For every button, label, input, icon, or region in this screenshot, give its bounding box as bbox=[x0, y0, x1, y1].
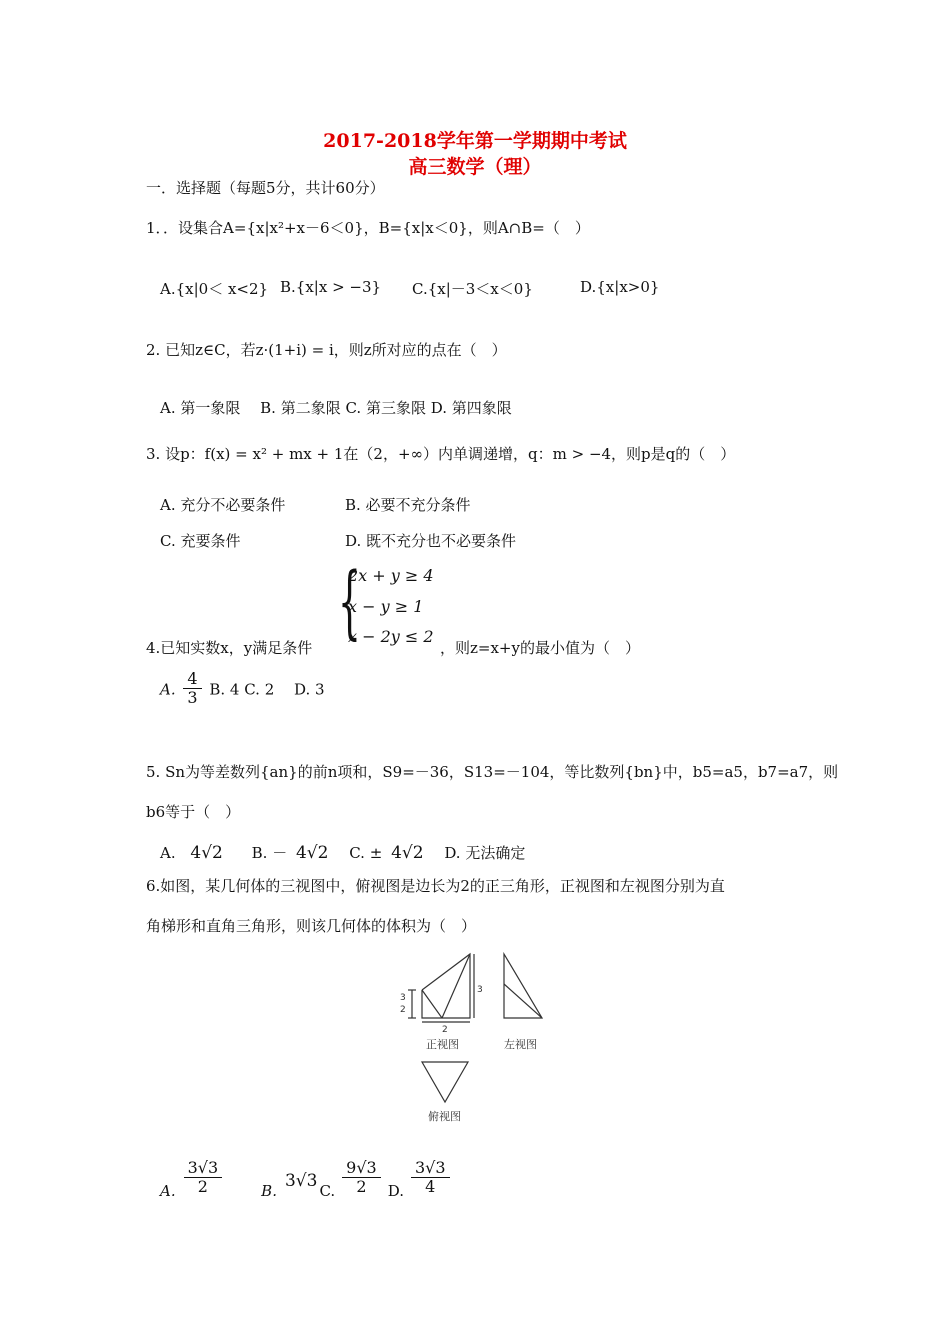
question-4-options bbox=[160, 669, 325, 707]
fraction-numerator: 3√3 bbox=[184, 1159, 223, 1178]
question-5-option-d: D. 无法确定 bbox=[444, 844, 526, 862]
section-heading: 一．选择题（每题5分，共计60分） bbox=[146, 179, 385, 197]
front-view bbox=[408, 954, 474, 1022]
constraint-system bbox=[338, 555, 438, 652]
question-5-option-a-value: 4√2 bbox=[190, 843, 223, 863]
constraint-1: 2x + y ≥ 4 bbox=[348, 566, 434, 585]
question-4-option-a-fraction bbox=[183, 670, 201, 707]
question-1-option-c: C.{x|－3＜x＜0} bbox=[412, 280, 533, 298]
question-6-stem-line2: 角梯形和直角三角形，则该几何体的体积为（ ） bbox=[146, 917, 477, 935]
dim-left-numerator: 3 bbox=[400, 993, 406, 1003]
dim-right-label: 3 bbox=[477, 985, 483, 995]
question-6-option-c-fraction bbox=[342, 1159, 381, 1196]
fraction-numerator: 9√3 bbox=[342, 1159, 381, 1178]
three-view-figure bbox=[400, 950, 560, 1130]
front-view-label: 正视图 bbox=[426, 1038, 459, 1051]
question-5-option-b-label: B. － bbox=[251, 844, 288, 862]
question-4-stem-left: 4.已知实数x，y满足条件 bbox=[146, 639, 313, 657]
question-5-stem-line2: b6等于（ ） bbox=[146, 803, 241, 821]
question-5-stem-line1: 5. Sn为等差数列{an}的前n项和，S9=－36，S13=－104，等比数列{bn}中，b5=a5，b7=a7，则 bbox=[146, 763, 839, 781]
question-6-stem-line1: 6.如图，某几何体的三视图中，俯视图是边长为2的正三角形，正视图和左视图分别为直 bbox=[146, 877, 725, 895]
question-1-option-b: B.{x|x > −3} bbox=[280, 278, 382, 296]
question-6-option-a-label: A. bbox=[160, 1182, 176, 1200]
question-4-stem-right: ，则z=x+y的最小值为（ ） bbox=[440, 639, 640, 657]
question-4-option-a-label: A. bbox=[160, 680, 176, 699]
question-2-options: A. 第一象限 B. 第二象限 C. 第三象限 D. 第四象限 bbox=[160, 399, 512, 417]
question-3-stem: 3. 设p：f(x) = x² + mx + 1在（2，+∞）内单调递增，q：m > −4，则p是q的（ ） bbox=[146, 445, 736, 463]
question-1-stem: 1．．设集合A={x|x²+x－6＜0}，B={x|x＜0}，则A∩B=（ ） bbox=[146, 219, 590, 237]
fraction-denominator: 2 bbox=[197, 1176, 208, 1196]
top-view bbox=[422, 1062, 468, 1102]
exam-title: 2017-2018学年第一学期期中考试 bbox=[323, 130, 627, 152]
question-5-option-b-value: 4√2 bbox=[295, 843, 329, 863]
question-6-option-b-label: B. bbox=[261, 1182, 277, 1200]
question-3-option-b: B. 必要不充分条件 bbox=[345, 496, 471, 514]
question-5-option-c-label: C. ± bbox=[349, 844, 383, 862]
question-4-options-rest: B. 4 C. 2 D. 3 bbox=[209, 680, 325, 699]
fraction-numerator: 4 bbox=[183, 670, 201, 689]
constraint-3: x − 2y ≤ 2 bbox=[348, 627, 434, 646]
side-view-label: 左视图 bbox=[504, 1038, 537, 1051]
exam-subtitle: 高三数学（理） bbox=[408, 156, 542, 178]
dim-left-denominator: 2 bbox=[400, 1005, 406, 1015]
fraction-numerator: 3√3 bbox=[411, 1159, 450, 1178]
top-view-label: 俯视图 bbox=[428, 1110, 461, 1123]
fraction-denominator: 4 bbox=[425, 1176, 436, 1196]
question-5-option-a-label: A. bbox=[160, 844, 176, 862]
question-6-option-d-label: D. bbox=[387, 1182, 404, 1200]
question-5-options bbox=[160, 842, 525, 863]
fraction-denominator: 2 bbox=[356, 1176, 367, 1196]
fraction-denominator: 3 bbox=[187, 688, 198, 707]
question-1-option-a: A.{x|0＜ x<2} bbox=[160, 280, 269, 298]
question-6-option-a-fraction bbox=[184, 1159, 223, 1196]
question-6-option-b-value: 3√3 bbox=[284, 1171, 318, 1191]
side-view bbox=[504, 954, 542, 1018]
question-5-option-c-value: 4√2 bbox=[391, 843, 424, 863]
dim-bottom-label: 2 bbox=[442, 1025, 448, 1035]
question-3-option-a: A. 充分不必要条件 bbox=[160, 496, 286, 514]
system-brace: { bbox=[338, 555, 361, 648]
question-6-options bbox=[160, 1154, 453, 1200]
question-2-stem: 2. 已知z∈C，若z·(1+i) = i，则z所对应的点在（ ） bbox=[146, 341, 507, 359]
question-1-option-d: D.{x|x>0} bbox=[580, 278, 660, 296]
question-6-option-d-fraction bbox=[411, 1159, 450, 1196]
question-3-option-d: D. 既不充分也不必要条件 bbox=[345, 532, 517, 550]
constraint-2: x − y ≥ 1 bbox=[348, 597, 424, 616]
question-6-option-c-label: C. bbox=[319, 1182, 336, 1200]
question-3-option-c: C. 充要条件 bbox=[160, 532, 241, 550]
